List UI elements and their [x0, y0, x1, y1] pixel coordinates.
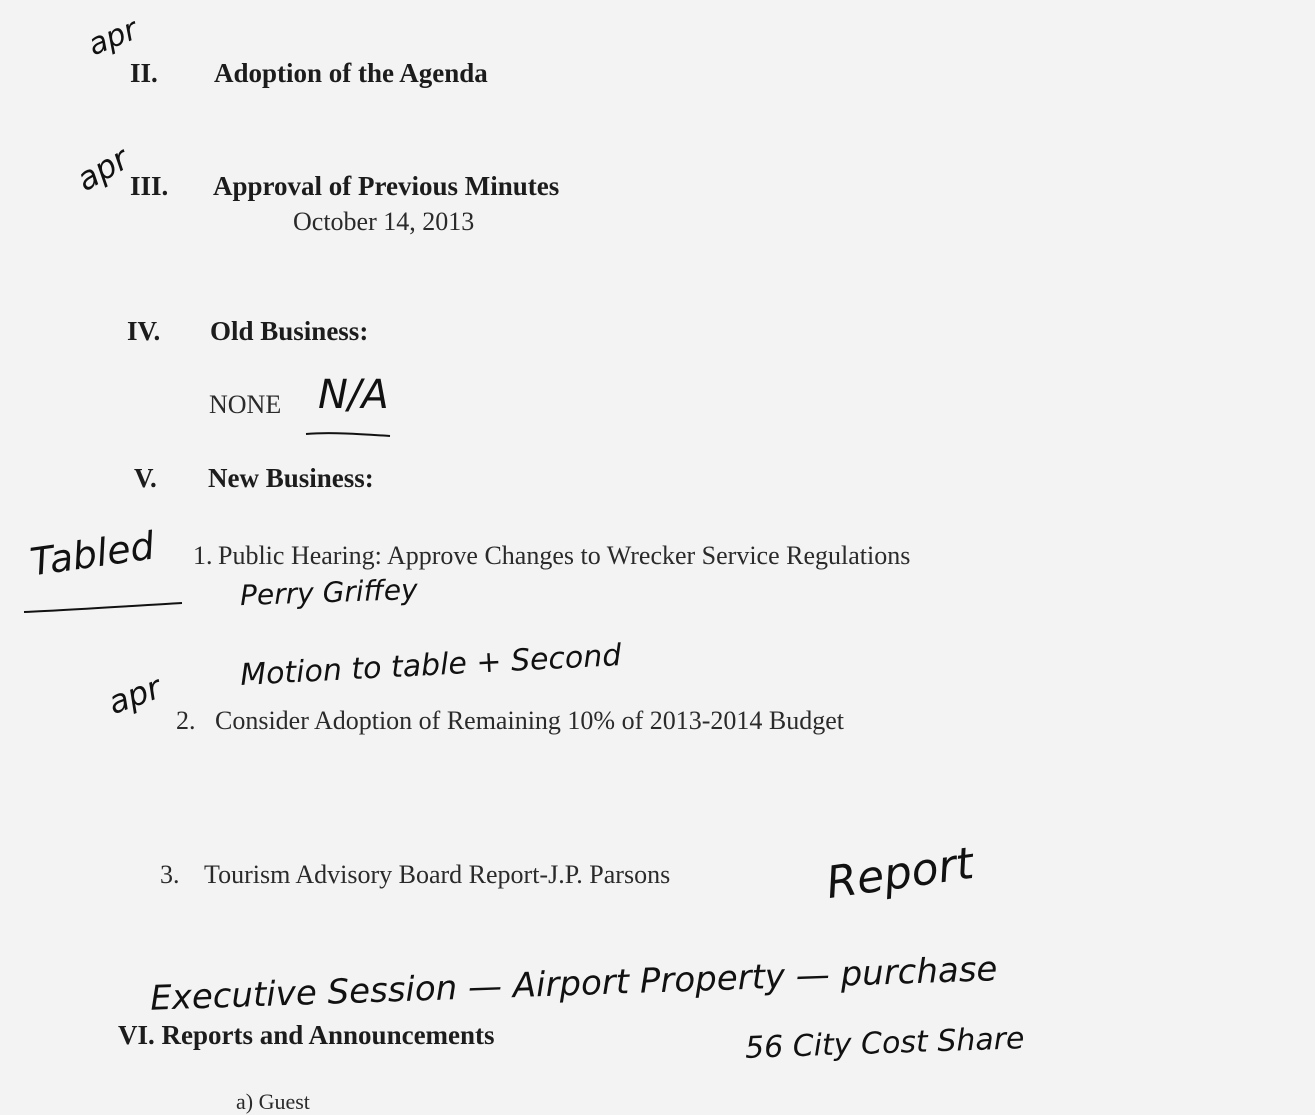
- handwritten-motion: Motion to table + Second: [239, 638, 623, 693]
- item-v-title: New Business:: [208, 463, 374, 493]
- new-business-2-text: Consider Adoption of Remaining 10% of 2013-2014 Budget: [215, 706, 845, 735]
- cut-off-line: a) Guest: [236, 1089, 310, 1114]
- new-business-2-number: 2.: [176, 706, 196, 735]
- new-business-1-text: Public Hearing: Approve Changes to Wrecker Service Regulations: [218, 541, 911, 570]
- item-ii-numeral: II.: [130, 58, 158, 88]
- handwritten-executive-session: Executive Session — Airport Property — purchase: [149, 949, 999, 1019]
- item-iv-numeral: IV.: [127, 316, 161, 346]
- item-v-numeral: V.: [134, 463, 157, 493]
- handwritten-apr-ii: apr: [83, 11, 143, 64]
- item-ii-title: Adoption of the Agenda: [214, 58, 488, 88]
- item-iii-numeral: III.: [130, 171, 169, 201]
- handwritten-apr-2: apr: [103, 668, 166, 722]
- handwritten-cost-share: 56 City Cost Share: [744, 1021, 1026, 1066]
- handwritten-apr-iii: apr: [70, 139, 136, 199]
- handwritten-tabled: Tabled: [27, 523, 158, 585]
- item-iii-date: October 14, 2013: [293, 207, 475, 236]
- item-iii-title: Approval of Previous Minutes: [213, 171, 560, 201]
- handwritten-na: N/A: [318, 372, 389, 418]
- handwritten-perry-griffey: Perry Griffey: [239, 572, 419, 613]
- section-vi-title: VI. Reports and Announcements: [118, 1020, 495, 1050]
- item-iv-title: Old Business:: [210, 316, 369, 346]
- handwritten-report: Report: [823, 837, 977, 910]
- item-iv-body: NONE: [209, 390, 282, 419]
- new-business-3-number: 3.: [160, 860, 180, 889]
- new-business-3-text: Tourism Advisory Board Report-J.P. Parsons: [204, 860, 671, 889]
- new-business-1-number: 1.: [193, 541, 213, 570]
